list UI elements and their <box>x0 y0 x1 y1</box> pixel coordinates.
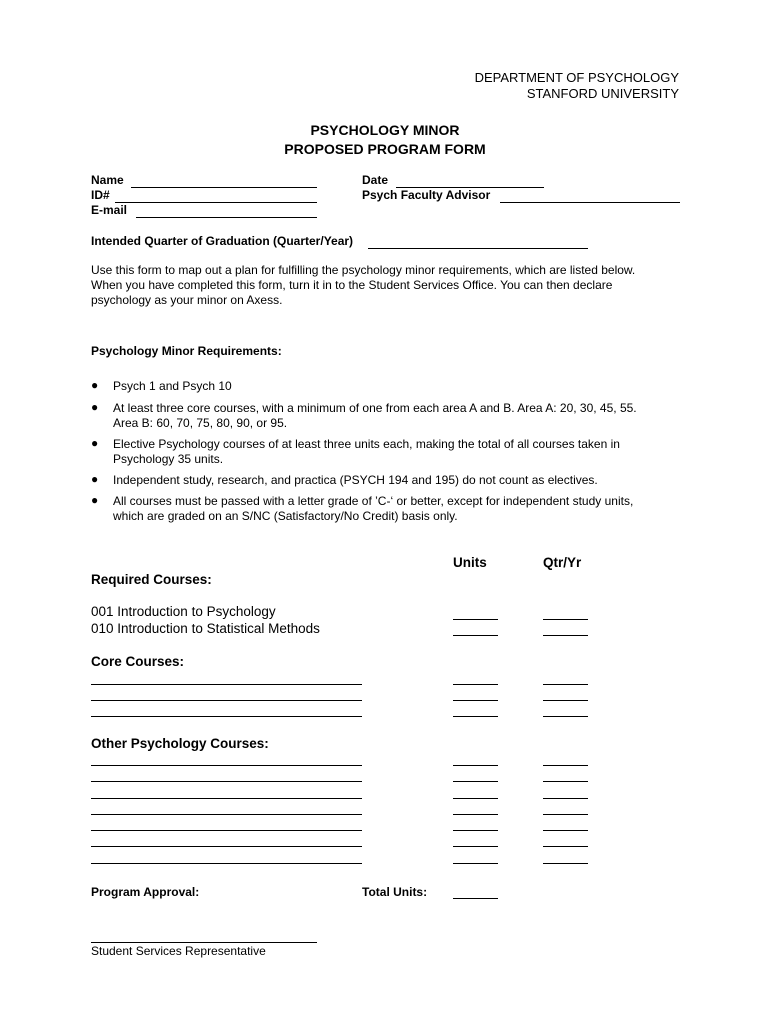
graduation-field[interactable] <box>368 248 588 249</box>
id-field[interactable] <box>115 202 317 203</box>
name-field[interactable] <box>131 187 317 188</box>
units-header: Units <box>453 555 487 570</box>
form-title: PSYCHOLOGY MINOR <box>310 122 460 138</box>
units-field[interactable] <box>453 798 498 799</box>
qtr-field[interactable] <box>543 765 588 766</box>
course-field[interactable] <box>91 830 362 831</box>
course-field[interactable] <box>91 814 362 815</box>
intro-line: When you have completed this form, turn it in to the Student Services Office. You can then declare <box>91 278 613 292</box>
name-label: Name <box>91 173 124 187</box>
units-field[interactable] <box>453 619 498 620</box>
required-course: 001 Introduction to Psychology <box>91 604 276 619</box>
units-field[interactable] <box>453 814 498 815</box>
id-label: ID# <box>91 188 110 202</box>
requirement-item: which are graded on an S/NC (Satisfactory/No Credit) basis only. <box>113 509 458 523</box>
units-field[interactable] <box>453 863 498 864</box>
units-field[interactable] <box>453 830 498 831</box>
university-name: STANFORD UNIVERSITY <box>526 86 679 101</box>
requirement-item: All courses must be passed with a letter grade of ’C-‘ or better, except for independent study units, <box>113 494 634 508</box>
form-subtitle: PROPOSED PROGRAM FORM <box>284 141 486 157</box>
requirements-heading: Psychology Minor Requirements: <box>91 344 282 358</box>
course-field[interactable] <box>91 863 362 864</box>
units-field[interactable] <box>453 700 498 701</box>
bullet-icon: ● <box>91 493 99 507</box>
required-course: 010 Introduction to Statistical Methods <box>91 621 320 636</box>
bullet-icon: ● <box>91 400 99 414</box>
requirement-item: Psych 1 and Psych 10 <box>113 379 232 393</box>
requirement-item: At least three core courses, with a minimum of one from each area A and B. Area A: 20, 30, 45, 55. <box>113 401 637 415</box>
qtr-field[interactable] <box>543 781 588 782</box>
qtr-field[interactable] <box>543 814 588 815</box>
program-approval-label: Program Approval: <box>91 885 200 899</box>
core-heading: Core Courses: <box>91 654 185 669</box>
bullet-icon: ● <box>91 472 99 486</box>
qtr-field[interactable] <box>543 619 588 620</box>
intro-line: psychology as your minor on Axess. <box>91 293 283 307</box>
requirement-item: Psychology 35 units. <box>113 452 224 466</box>
requirement-item: Elective Psychology courses of at least three units each, making the total of all courses taken in <box>113 437 620 451</box>
qtr-field[interactable] <box>543 684 588 685</box>
graduation-label: Intended Quarter of Graduation (Quarter/Year) <box>91 234 354 248</box>
advisor-label: Psych Faculty Advisor <box>362 188 491 202</box>
requirement-item: Area B: 60, 70, 75, 80, 90, or 95. <box>113 416 288 430</box>
qtr-field[interactable] <box>543 635 588 636</box>
signature-label: Student Services Representative <box>91 944 266 958</box>
bullet-icon: ● <box>91 378 99 392</box>
department-name: DEPARTMENT OF PSYCHOLOGY <box>474 70 679 85</box>
units-field[interactable] <box>453 781 498 782</box>
required-heading: Required Courses: <box>91 572 212 587</box>
advisor-field[interactable] <box>500 202 680 203</box>
course-field[interactable] <box>91 765 362 766</box>
course-field[interactable] <box>91 700 362 701</box>
qtr-field[interactable] <box>543 716 588 717</box>
signature-line[interactable] <box>91 942 317 943</box>
qtr-field[interactable] <box>543 798 588 799</box>
intro-line: Use this form to map out a plan for fulfilling the psychology minor requirements, which are listed below. <box>91 263 636 277</box>
other-heading: Other Psychology Courses: <box>91 736 269 751</box>
course-field[interactable] <box>91 846 362 847</box>
total-units-label: Total Units: <box>362 885 428 899</box>
email-label: E-mail <box>91 203 128 217</box>
units-field[interactable] <box>453 684 498 685</box>
bullet-icon: ● <box>91 436 99 450</box>
email-field[interactable] <box>136 217 317 218</box>
course-field[interactable] <box>91 781 362 782</box>
qtr-field[interactable] <box>543 863 588 864</box>
total-units-field[interactable] <box>453 898 498 899</box>
qtr-header: Qtr/Yr <box>543 555 582 570</box>
course-field[interactable] <box>91 798 362 799</box>
course-field[interactable] <box>91 684 362 685</box>
course-field[interactable] <box>91 716 362 717</box>
qtr-field[interactable] <box>543 846 588 847</box>
units-field[interactable] <box>453 635 498 636</box>
units-field[interactable] <box>453 846 498 847</box>
qtr-field[interactable] <box>543 830 588 831</box>
units-field[interactable] <box>453 716 498 717</box>
qtr-field[interactable] <box>543 700 588 701</box>
requirement-item: Independent study, research, and practica (PSYCH 194 and 195) do not count as electives. <box>113 473 598 487</box>
date-label: Date <box>362 173 389 187</box>
units-field[interactable] <box>453 765 498 766</box>
